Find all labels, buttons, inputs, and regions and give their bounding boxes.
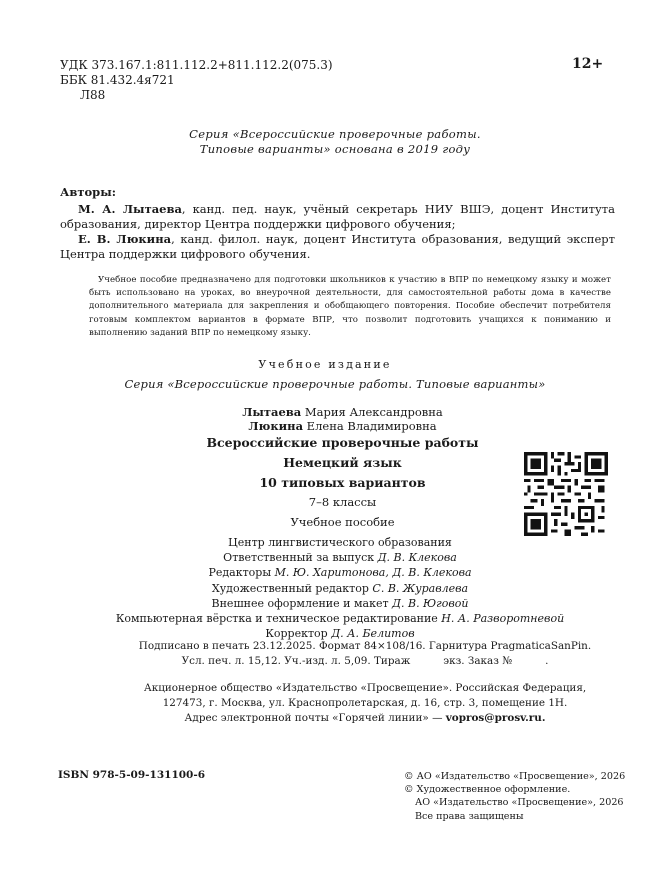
credit-row xyxy=(110,581,570,596)
author-mark: Л88 xyxy=(80,88,106,102)
book-grades: 7–8 классы xyxy=(308,495,377,509)
credit-role: Редакторы xyxy=(208,566,275,580)
series-note xyxy=(0,127,650,157)
book-subtitle: 10 типовых вариантов xyxy=(259,475,426,490)
copyright-line3: АО «Издательство «Просвещение», 2026 xyxy=(415,797,624,809)
series-note-line2: Типовые варианты» основана в 2019 году xyxy=(199,142,471,156)
hotline-label: Адрес электронной почты «Горячей линии» — xyxy=(184,712,446,725)
author-description: , канд. филол. наук, доцент Института образования, ведущий эксперт Центра поддержки цифрового обучения. xyxy=(60,232,615,261)
publisher-line1: Акционерное общество «Издательство «Просвещение». Российская Федерация, xyxy=(143,682,587,694)
publisher-info xyxy=(105,681,625,727)
copyright xyxy=(404,770,625,823)
isbn: ISBN 978-5-09-131100-6 xyxy=(58,769,206,781)
copyright-line2: © Художественное оформление. xyxy=(404,784,571,796)
bbk-code: ББК 81.432.4я721 xyxy=(60,73,175,87)
author-entry xyxy=(60,202,615,232)
publisher-line2: 127473, г. Москва, ул. Краснопролетарская, д. 16, стр. 3, помещение 1Н. xyxy=(162,697,568,710)
credit-row xyxy=(110,565,570,580)
credit-person: Д. А. Белитов xyxy=(331,627,415,641)
credit-person: Д. В. Клекова xyxy=(377,551,457,565)
title-author xyxy=(185,405,500,419)
author-given-name: Елена Владимировна xyxy=(303,419,437,433)
annotation-text: Учебное пособие предназначено для подготовки школьников к участию в ВПР по немецкому языку и может быть использовано на уроках, во внеурочной деятельности, для самостоятельной работы дома в качестве дополнительного материала для закрепления и обобщающего повторения. Пособие обеспечит потребителя готовым комплектом вариантов в формате ВПР, что позволит подготовить учащихся к пониманию и выполнению заданий ВПР по немецкому языку. xyxy=(89,275,611,338)
credit-person: С. В. Журавлева xyxy=(372,581,469,595)
age-rating: 12+ xyxy=(572,56,604,72)
annotation xyxy=(89,274,611,340)
author-surname: Люкина xyxy=(248,419,304,433)
credit-person: М. Ю. Харитонова, Д. В. Клекова xyxy=(274,566,472,580)
publisher-line3 xyxy=(105,711,625,726)
book-title: Всероссийские проверочные работы xyxy=(206,435,479,450)
book-subject: Немецкий язык xyxy=(283,455,402,470)
credit-role: Корректор xyxy=(265,627,332,641)
author-surname: Лытаева xyxy=(242,405,302,419)
udk-code: УДК 373.167.1:811.112.2+811.112.2(075.3) xyxy=(60,58,333,72)
credit-person: Д. В. Юговой xyxy=(392,596,469,610)
series-note-line1: Серия «Всероссийские проверочные работы. xyxy=(189,127,481,141)
author-name: М. А. Лытаева xyxy=(78,202,182,216)
center-name: Центр лингвистического образования xyxy=(228,536,452,549)
title-block xyxy=(185,405,500,533)
credit-row xyxy=(110,596,570,611)
author-description: , канд. пед. наук, учёный секретарь НИУ ВШЭ, доцент Института образования, директор Центра поддержки цифрового обучения; xyxy=(60,202,615,231)
author-given-name: Мария Александровна xyxy=(301,405,443,419)
credit-row xyxy=(110,611,570,626)
author-name: Е. В. Люкина xyxy=(78,232,172,246)
credit-role: Компьютерная вёрстка и техническое редактирование xyxy=(115,612,442,626)
series-full: Серия «Всероссийские проверочные работы. Типовые варианты» xyxy=(124,377,546,391)
authors-list xyxy=(60,202,615,262)
print-info-line1: Подписано в печать 23.12.2025. Формат 84×108/16. Гарнитура PragmaticaSanPin. xyxy=(138,640,592,652)
author-entry xyxy=(60,232,615,262)
print-info xyxy=(105,639,625,668)
hotline-email-link[interactable]: vopros@prosv.ru xyxy=(445,712,542,725)
classification-codes xyxy=(60,58,333,103)
authors-heading: Авторы: xyxy=(60,185,116,199)
credit-person: Н. А. Разворотневой xyxy=(441,612,565,626)
credit-role: Ответственный за выпуск xyxy=(223,551,378,565)
title-author xyxy=(185,419,500,433)
qr-code-icon[interactable] xyxy=(524,452,608,536)
copyright-line1: © АО «Издательство «Просвещение», 2026 xyxy=(404,771,626,782)
copyright-line4: Все права защищены xyxy=(415,810,524,822)
credit-role: Внешнее оформление и макет xyxy=(211,596,393,610)
hotline-period: . xyxy=(541,712,546,725)
publication-kind: Учебное пособие xyxy=(290,515,395,529)
edition-type: Учебное издание xyxy=(258,358,392,371)
print-info-line2: Усл. печ. л. 15,12. Уч.-изд. л. 5,09. Тираж экз. Заказ № . xyxy=(181,654,549,667)
credit-row xyxy=(110,550,570,565)
credits xyxy=(110,535,570,641)
credit-role: Художественный редактор xyxy=(211,581,373,595)
